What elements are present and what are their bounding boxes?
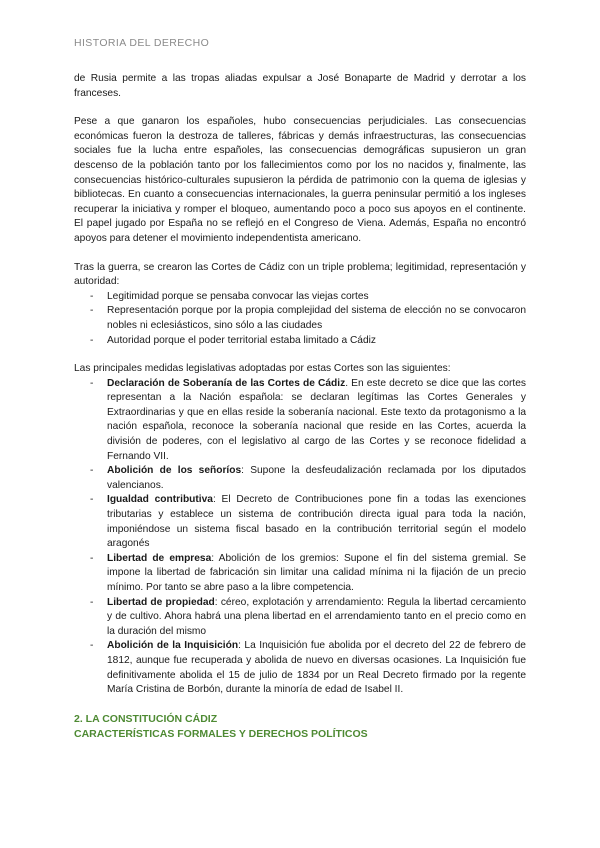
list-item: - Representación porque por la propia complejidad del sistema de elección no se convocaron nobles ni eclesiásticos, sino sólo a las ciudades <box>74 304 526 333</box>
list-item: - Autoridad porque el poder territorial estaba limitado a Cádiz <box>74 334 526 349</box>
measure-text: . En este decreto se dice que las cortes representan a la Nación española: se declaran legítimas las Cortes Generales y Extraordinarias y que en ellas reside la soberanía nacional. Este texto da protagonismo a la nación española, reconoce la soberanía nacional que reside en las Cortes, acuerda la división de poderes, con el legislativo al cargo de las Cortes y se reconoce fidelidad a Fernando VII. <box>107 377 526 462</box>
measure-text: : Abolición de los gremios: Supone el fin del sistema gremial. Se impone la libertad de fabricación sin limitar una calidad mínima ni la fijación de un precio mínimo. Por tanto se abre paso a la libre competencia. <box>107 552 526 593</box>
measure-term: Abolición de la Inquisición <box>107 640 239 652</box>
problems-list <box>74 290 526 348</box>
measure-term: Libertad de propiedad <box>107 596 215 608</box>
measure-item <box>74 552 526 596</box>
paragraph-consequences: Pese a que ganaron los españoles, hubo consecuencias perjudiciales. Las consecuencias económicas fueron la destroza de talleres, fábricas y demás infraestructuras, las consecuencias sociales fue la lucha entre españoles, las consecuencias demográficas supusieron un gran descenso de la población tanto por los fallecimientos como por los no nacidos y, finalmente, las consecuencias histórico-culturales supusieron la pérdida de patrimonio con la quema de iglesias y bibliotecas. En cuanto a consecuencias internacionales, la guerra peninsular permitió a los ingleses recuperar la iniciativa y romper el bloqueo, aumentando poco a poco sus apoyos en el continente. El papel jugado por España no se reflejó en el Congreso de Viena. Además, España no encontró apoyos para detener el movimiento independentista americano. <box>74 116 526 244</box>
measure-item <box>74 596 526 640</box>
list-item: - Legitimidad porque se pensaba convocar las viejas cortes <box>74 290 526 305</box>
measure-text: : céreo, explotación y arrendamiento: Regula la libertad cercamiento y de cultivo. Ahora habrá una plena libertad en el arrendamiento tanto en el precio como en la duración del mismo <box>107 596 527 637</box>
paragraph-continuation: de Rusia permite a las tropas aliadas expulsar a José Bonaparte de Madrid y derrotar a los franceses. <box>74 73 526 99</box>
paragraph-cortes-intro: Tras la guerra, se crearon las Cortes de Cádiz con un triple problema; legitimidad, representación y autoridad: <box>74 261 526 288</box>
measure-text: : La Inquisición fue abolida por el decreto del 22 de febrero de 1812, aunque fue recuperada y abolida de nuevo en diversas ocasiones. La Inquisición fue definitivamente abolida el 15 de julio de 1834 por un Real Decreto firmado por la regente María Cristina de Borbón, durante la minoría de edad de Isabel II. <box>107 640 526 696</box>
measures-intro: Las principales medidas legislativas adoptadas por estas Cortes son las siguientes: <box>74 363 451 375</box>
measures-list <box>74 377 526 698</box>
measure-item <box>74 464 526 493</box>
document-body <box>74 72 526 742</box>
measure-term: Libertad de empresa <box>107 552 212 564</box>
measure-term: Abolición de los señoríos <box>107 465 242 477</box>
measure-text: : El Decreto de Contribuciones pone fin a todas las exenciones tributarias y establece un sistema de contribución directa igual para toda la nación, imponiéndose un sistema fiscal basado en la contribución territorial según el modelo aragonés <box>107 494 526 550</box>
measure-item <box>74 493 526 551</box>
measure-term: Igualdad contributiva <box>107 494 213 506</box>
section-heading: 2. LA CONSTITUCIÓN CÁDIZ <box>74 712 218 725</box>
measure-item <box>74 639 526 697</box>
measure-term: Declaración de Soberanía de las Cortes de Cádiz <box>107 377 346 389</box>
measure-item <box>74 377 526 465</box>
running-header: HISTORIA DEL DERECHO <box>74 37 210 49</box>
section-subheading: CARACTERÍSTICAS FORMALES Y DERECHOS POLÍTICOS <box>74 727 368 740</box>
measure-text: : Supone la desfeudalización reclamada por los diputados valencianos. <box>107 465 526 491</box>
